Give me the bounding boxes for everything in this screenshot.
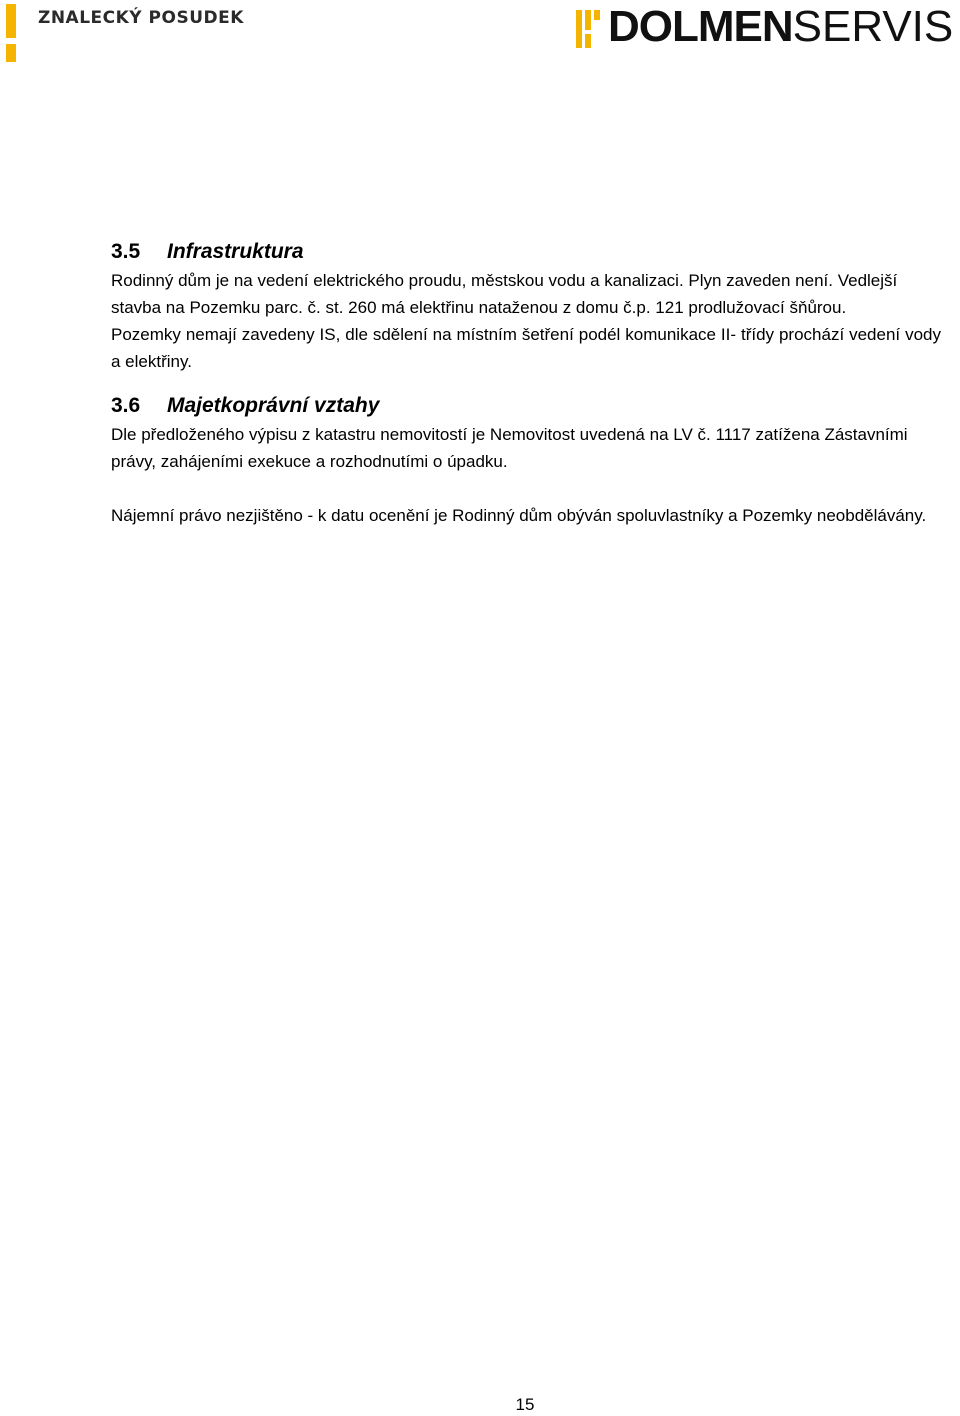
section-heading-3-5: 3.5 Infrastruktura [111, 240, 304, 263]
document-body [111, 237, 941, 529]
section-heading-3-6: 3.6 Majetkoprávní vztahy [111, 394, 380, 417]
section-3-6-paragraph-1: Dle předloženého výpisu z katastru nemovitostí je Nemovitost uvedená na LV č. 1117 zatížena Zástavními právy, zahájeními exekuce a rozhodnutími o úpadku. [111, 425, 908, 471]
dolmen-mark-icon [576, 10, 602, 48]
section-3-6-paragraph-2: Nájemní právo nezjištěno - k datu ocenění je Rodinný dům obýván spoluvlastníky a Pozemky neobdělávány. [111, 506, 927, 525]
dolmen-servis-logo [576, 4, 956, 50]
logo-left-text: ZNALECKÝ POSUDEK [38, 8, 244, 28]
section-3-5-paragraph-1: Rodinný dům je na vedení elektrického proudu, městskou vodu a kanalizaci. Plyn zaveden není. Vedlejší stavba na Pozemku parc. č. st. 260 má elektřinu nataženou z domu č.p. 121 prodlužovací šňůrou. [111, 271, 898, 317]
section-3-5-paragraph-2: Pozemky nemají zavedeny IS, dle sdělení na místním šetření podél komunikace II- třídy prochází vedení vody a elektřiny. [111, 325, 941, 371]
logo-right-wordmark: DOLMENSERVIS [608, 2, 954, 51]
logo-bar-bottom [6, 44, 16, 62]
logo-bar-top [6, 4, 16, 38]
page-number: 15 [515, 1395, 535, 1414]
